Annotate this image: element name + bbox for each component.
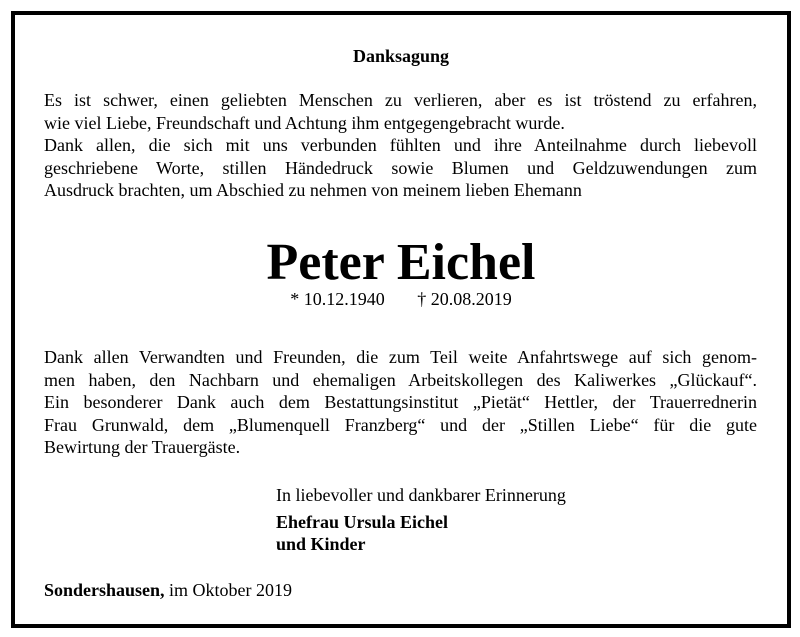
death-date: † 20.08.2019 [417, 289, 512, 309]
signer-family: und Kinder [276, 534, 366, 554]
signer-name: Ehefrau Ursula Eichel [276, 512, 449, 532]
intro-paragraph [44, 89, 757, 202]
intro-line: Ausdruck brachten, um Abschied zu nehmen von meinem lieben Ehemann [44, 180, 582, 200]
signer-block [276, 511, 448, 555]
intro-line: Es ist schwer, einen geliebten Menschen zu verlieren, aber es ist tröstend zu erfahren, [44, 90, 757, 110]
thanks-line: Frau Grunwald, dem „Blumenquell Franzberg“ und der „Stillen Liebe“ für die gute [44, 414, 757, 435]
deceased-name: Peter Eichel [266, 234, 536, 291]
notice-title: Danksagung [352, 46, 450, 66]
place-date-line [44, 579, 292, 601]
place-name: Sondershausen, [44, 580, 165, 600]
notice-date: im Oktober 2019 [169, 580, 293, 600]
intro-line: geschriebene Worte, stillen Händedruck sowie Blumen und Geldzuwendungen zum [44, 157, 757, 178]
birth-date: * 10.12.1940 [290, 289, 385, 309]
thanks-line: Bewirtung der Trauergäste. [44, 437, 241, 457]
closing-phrase: In liebevoller und dankbarer Erinnerung [276, 485, 566, 505]
intro-line: wie viel Liebe, Freundschaft und Achtung ihm entgegengebracht wurde. [44, 112, 565, 133]
thanks-line: Dank allen Verwandten und Freunden, die zum Teil weite Anfahrtswege auf sich genom- [44, 347, 757, 367]
life-dates [15, 288, 787, 310]
thanks-line: Ein besonderer Dank auch dem Bestattungsinstitut „Pietät“ Hettler, der Trauerrednerin [44, 392, 757, 412]
thanks-line: men haben, den Nachbarn und ehemaligen Arbeitskollegen des Kaliwerkes „Glückauf“. [44, 369, 757, 390]
obituary-notice [11, 11, 791, 628]
thanks-paragraph [44, 346, 757, 459]
intro-line: Dank allen, die sich mit uns verbunden fühlten und ihre Anteilnahme durch liebevoll [44, 135, 757, 155]
